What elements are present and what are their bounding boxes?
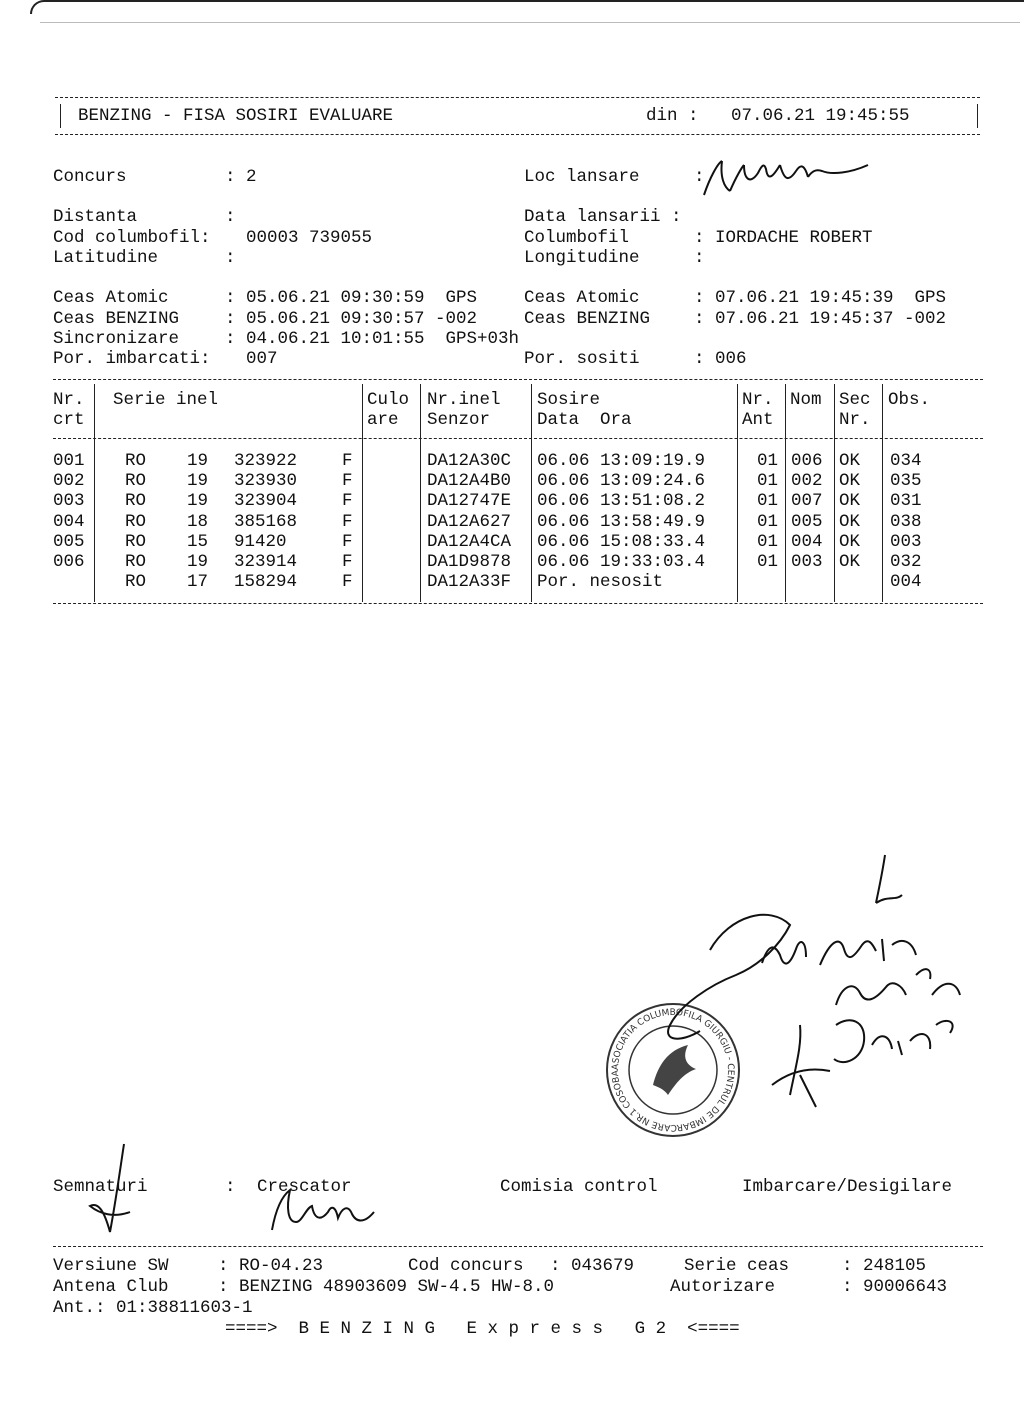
right-clock-label-2: Por. sositi [524, 349, 640, 369]
row-5-obs: 003 [890, 531, 922, 552]
latitudine-label: Latitudine [53, 248, 159, 268]
row-2-year: 19 [187, 471, 209, 492]
autorizare-value: : 90006643 [842, 1277, 948, 1297]
right-clock-label-1: Ceas BENZING [524, 309, 651, 329]
cod-columbofil-value: 00003 739055 [246, 228, 373, 248]
row-4-arrival: 06.06 13:58:49.9 [537, 511, 706, 532]
row-6-country: RO [125, 552, 147, 572]
benzing-banner: ====> B E N Z I N G E x p r e s s G 2 <==== [225, 1319, 740, 1339]
versiune-sw-label: Versiune SW [53, 1256, 169, 1276]
row-6-ring: 323914 [234, 552, 298, 572]
row-6-year: 19 [187, 552, 209, 572]
row-4-ring: 385168 [234, 511, 298, 532]
row-3-nr: 003 [53, 491, 85, 512]
th-are: are [367, 410, 399, 430]
left-clock-value-2: : 04.06.21 10:01:55 GPS+03h [225, 329, 520, 349]
th-senzor: Senzor [427, 410, 491, 430]
row-4-ant: 01 [757, 511, 779, 532]
table-top-rule [53, 379, 983, 380]
th-data-ora: Data Ora [537, 410, 632, 430]
header-right-border [977, 104, 978, 128]
row-1-nom: 006 [791, 451, 823, 471]
row-3-country: RO [125, 491, 147, 512]
row-3-ant: 01 [757, 491, 779, 512]
th-nr: Nr. [53, 390, 85, 410]
col-sep-3 [420, 384, 421, 602]
crescator-signature [262, 1178, 382, 1238]
row-5-country: RO [125, 531, 147, 552]
row-7-obs: 004 [890, 572, 922, 593]
left-clock-label-2: Sincronizare [53, 329, 180, 349]
left-clock-value-0: : 05.06.21 09:30:59 GPS [225, 288, 478, 308]
row-5-sensor: DA12A4CA [427, 531, 512, 552]
th-nrinel: Nr.inel [427, 390, 501, 410]
row-5-sec: OK [839, 531, 861, 552]
row-1-ant: 01 [757, 451, 779, 471]
row-6-sensor: DA1D9878 [427, 552, 512, 572]
row-4-obs: 038 [890, 511, 922, 532]
footer-rule [53, 1246, 983, 1247]
row-4-nom: 005 [791, 511, 823, 532]
th-obs: Obs. [888, 390, 931, 410]
date-label: din : [646, 106, 699, 126]
row-6-ant: 01 [757, 552, 779, 572]
commission-signatures [640, 845, 970, 1125]
row-1-country: RO [125, 451, 147, 471]
row-2-sensor: DA12A4B0 [427, 471, 512, 492]
row-2-arrival: 06.06 13:09:24.6 [537, 471, 706, 492]
right-clock-label-0: Ceas Atomic [524, 288, 640, 308]
row-6-arrival: 06.06 19:33:03.4 [537, 552, 706, 572]
row-5-ant: 01 [757, 531, 779, 552]
row-3-sec: OK [839, 491, 861, 512]
left-clock-value-1: : 05.06.21 09:30:57 -002 [225, 309, 478, 329]
row-4-country: RO [125, 511, 147, 532]
row-7-year: 17 [187, 572, 209, 593]
scan-line [40, 22, 1020, 23]
comisia-control-label: Comisia control [500, 1177, 658, 1197]
header-left-border [60, 104, 61, 128]
concurs-label: Concurs [53, 167, 127, 187]
row-4-year: 18 [187, 511, 209, 532]
col-sep-8 [882, 384, 883, 602]
table-bottom-rule [53, 603, 983, 604]
scan-edge [30, 0, 1024, 14]
row-2-ring: 323930 [234, 471, 298, 492]
left-clock-value-3: 007 [246, 349, 278, 369]
latitudine-value: : [225, 248, 236, 268]
row-1-nr: 001 [53, 451, 85, 471]
right-clock-value-1: : 07.06.21 19:45:37 -002 [694, 309, 947, 329]
col-sep-7 [834, 384, 835, 602]
th-sec: Sec [839, 390, 871, 410]
row-3-arrival: 06.06 13:51:08.2 [537, 491, 706, 512]
antena-club-label: Antena Club [53, 1277, 169, 1297]
th-ant: Ant [742, 410, 774, 430]
signatures-label: Semnaturi [53, 1177, 148, 1197]
row-1-sensor: DA12A30C [427, 451, 512, 471]
row-2-ant: 01 [757, 471, 779, 492]
antena-club-value: : BENZING 48903609 SW-4.5 HW-8.0 [218, 1277, 555, 1297]
longitudine-value: : [694, 248, 705, 268]
row-7-sensor: DA12A33F [427, 572, 512, 593]
left-clock-label-0: Ceas Atomic [53, 288, 169, 308]
row-4-sec: OK [839, 511, 861, 532]
loc-lansare-label: Loc lansare [524, 167, 640, 187]
signatures-colon: : [225, 1177, 236, 1197]
row-2-sec: OK [839, 471, 861, 492]
right-clock-value-0: : 07.06.21 19:45:39 GPS [694, 288, 947, 308]
row-5-ring: 91420 [234, 531, 287, 552]
col-sep-2 [362, 384, 363, 602]
th-sec-nr: Nr. [839, 410, 871, 430]
th-nom: Nom [790, 390, 822, 410]
header-bottom-rule [55, 134, 980, 135]
row-3-ring: 323904 [234, 491, 298, 512]
cod-concurs-value: : 043679 [550, 1256, 635, 1276]
row-2-country: RO [125, 471, 147, 492]
row-5-arrival: 06.06 15:08:33.4 [537, 531, 706, 552]
row-7-country: RO [125, 572, 147, 593]
col-sep-5 [737, 384, 738, 602]
left-clock-label-1: Ceas BENZING [53, 309, 180, 329]
longitudine-label: Longitudine [524, 248, 640, 268]
header-top-rule [55, 97, 980, 98]
document-date: 07.06.21 19:45:55 [731, 106, 910, 126]
row-3-sex: F [342, 491, 353, 512]
distanta-value: : [225, 207, 236, 227]
row-4-sex: F [342, 511, 353, 532]
col-sep-4 [531, 384, 532, 602]
row-3-sensor: DA12747E [427, 491, 512, 512]
row-6-sec: OK [839, 552, 861, 572]
semnaturi-pen-mark [80, 1140, 150, 1250]
row-5-nr: 005 [53, 531, 85, 552]
row-6-sex: F [342, 552, 353, 572]
th-crt: crt [53, 410, 85, 430]
row-1-ring: 323922 [234, 451, 298, 471]
row-3-nom: 007 [791, 491, 823, 512]
row-4-nr: 004 [53, 511, 85, 532]
imbarcare-label: Imbarcare/Desigilare [742, 1177, 953, 1197]
row-2-nr: 002 [53, 471, 85, 492]
th-serie: Serie inel [113, 390, 219, 410]
th-sosire: Sosire [537, 390, 601, 410]
columbofil-value: : IORDACHE ROBERT [694, 228, 873, 248]
row-6-obs: 032 [890, 552, 922, 572]
left-clock-label-3: Por. imbarcati: [53, 349, 211, 369]
row-5-year: 15 [187, 531, 209, 552]
data-lansarii-label: Data lansarii : [524, 207, 682, 227]
row-1-arrival: 06.06 13:09:19.9 [537, 451, 706, 471]
cod-concurs-label: Cod concurs [408, 1256, 524, 1276]
row-4-sensor: DA12A627 [427, 511, 512, 532]
versiune-sw-value: : RO-04.23 [218, 1256, 324, 1276]
row-1-sex: F [342, 451, 353, 471]
row-5-sex: F [342, 531, 353, 552]
concurs-value: : 2 [225, 167, 257, 187]
antenna-id: Ant.: 01:38811603-1 [53, 1298, 253, 1318]
cod-columbofil-label: Cod columbofil: [53, 228, 211, 248]
serie-ceas-label: Serie ceas [684, 1256, 790, 1276]
distanta-label: Distanta [53, 207, 138, 227]
th-culo: Culo [367, 390, 410, 410]
row-5-nom: 004 [791, 531, 823, 552]
row-7-arrival: Por. nesosit [537, 572, 664, 593]
col-sep-6 [785, 384, 786, 602]
row-7-sex: F [342, 572, 353, 593]
th-nr-ant: Nr. [742, 390, 774, 410]
stamp-text: ASOCIATIA COLUMBOFILA GIURGIU - CENTRUL DE IMBARCARE NR.1 COSOBA [610, 1007, 736, 1133]
autorizare-label: Autorizare [670, 1277, 776, 1297]
row-6-nom: 003 [791, 552, 823, 572]
crescator-label: Crescator [257, 1177, 352, 1197]
loc-lansare-handwriting [700, 155, 880, 200]
table-header-rule [53, 438, 983, 439]
row-6-nr: 006 [53, 552, 85, 572]
row-2-sex: F [342, 471, 353, 492]
loc-lansare-colon: : [694, 167, 705, 187]
row-1-year: 19 [187, 451, 209, 471]
columbofil-label: Columbofil [524, 228, 630, 248]
row-3-obs: 031 [890, 491, 922, 512]
serie-ceas-value: : 248105 [842, 1256, 927, 1276]
row-3-year: 19 [187, 491, 209, 512]
row-1-obs: 034 [890, 451, 922, 471]
row-1-sec: OK [839, 451, 861, 471]
document-title: BENZING - FISA SOSIRI EVALUARE [78, 106, 394, 126]
col-sep-1 [94, 384, 95, 602]
row-7-ring: 158294 [234, 572, 298, 593]
row-2-nom: 002 [791, 471, 823, 492]
right-clock-value-2: : 006 [694, 349, 747, 369]
row-2-obs: 035 [890, 471, 922, 492]
